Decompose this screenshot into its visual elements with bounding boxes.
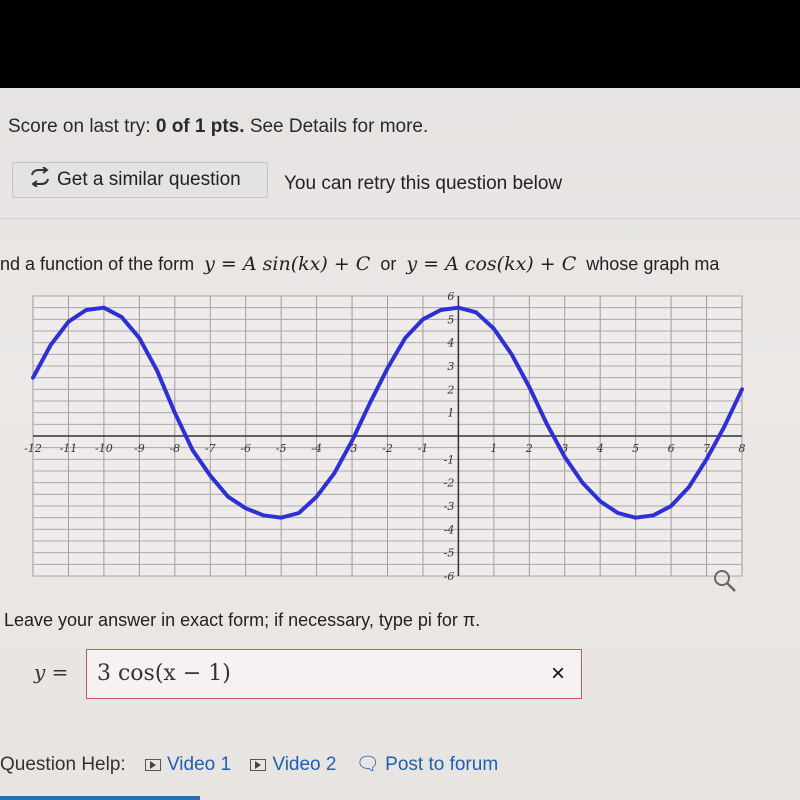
x-tick-label: -8: [169, 442, 181, 455]
forum-link[interactable]: [356, 754, 498, 775]
prompt-or: or: [380, 254, 397, 274]
video-1-link[interactable]: [145, 754, 231, 775]
x-tick-label: -12: [24, 442, 42, 455]
y-tick-label: 4: [447, 336, 455, 350]
answer-value: 3 cos(x − 1): [97, 661, 231, 686]
x-tick-label: -10: [95, 442, 113, 455]
video-2-link[interactable]: [250, 754, 336, 775]
question-help: [0, 752, 498, 776]
question-page: [0, 88, 800, 800]
x-tick-label: 7: [703, 442, 711, 455]
question-prompt: [0, 253, 719, 275]
y-tick-label: 5: [447, 313, 455, 327]
x-tick-label: 3: [561, 442, 569, 455]
x-tick-label: -4: [311, 442, 322, 455]
divider: [0, 218, 800, 219]
score-line: [8, 116, 428, 138]
x-tick-label: 4: [596, 442, 604, 455]
prompt-end: whose graph ma: [586, 254, 720, 274]
x-tick-label: 6: [667, 442, 675, 455]
similar-question-label: Get a similar question: [57, 169, 241, 190]
x-tick-label: -2: [382, 442, 393, 455]
speech-bubble-icon: 🗨︎: [355, 754, 380, 775]
video-icon: [145, 759, 161, 771]
x-tick-label: -6: [240, 442, 252, 455]
x-tick-label: -1: [417, 442, 429, 455]
forum-label: Post to forum: [385, 754, 499, 775]
help-label: Question Help:: [0, 754, 126, 775]
score-prefix: Score on last try:: [8, 116, 151, 137]
x-tick-label: -9: [133, 442, 145, 455]
answer-input[interactable]: [86, 649, 582, 699]
y-tick-label: 2: [447, 383, 455, 397]
x-tick-label: -11: [59, 442, 78, 455]
video-1-label: Video 1: [166, 754, 232, 775]
retry-text: You can retry this question below: [284, 173, 563, 194]
score-value: 0 of 1 pts.: [155, 116, 245, 137]
y-tick-label: -3: [443, 500, 455, 513]
x-tick-label: 8: [738, 442, 746, 455]
y-tick-label: 3: [447, 360, 455, 373]
magnify-icon[interactable]: [712, 568, 738, 599]
graph: [0, 286, 800, 596]
video-icon: [250, 759, 266, 771]
y-tick-label: -1: [443, 453, 455, 467]
video-2-label: Video 2: [272, 754, 337, 775]
refresh-icon: [29, 167, 51, 193]
y-tick-label: -5: [443, 546, 455, 560]
y-tick-label: -4: [443, 523, 455, 537]
x-tick-label: 2: [525, 442, 533, 455]
instructions: Leave your answer in exact form; if necessary, type pi for π.: [4, 610, 481, 630]
x-tick-label: 5: [632, 442, 640, 455]
cosine-form: y = A cos(kx) + C: [406, 253, 577, 275]
x-tick-label: -7: [204, 442, 216, 455]
submit-bar[interactable]: [0, 796, 200, 800]
answer-label: y =: [34, 660, 69, 684]
graph-svg: [0, 286, 800, 596]
y-tick-label: -6: [443, 570, 455, 583]
y-tick-label: 6: [447, 290, 455, 303]
x-tick-label: 1: [490, 442, 498, 455]
sine-form: y = A sin(kx) + C: [204, 253, 371, 275]
y-tick-label: -2: [443, 476, 455, 490]
clear-icon[interactable]: ×: [550, 660, 565, 687]
x-tick-label: -5: [275, 442, 287, 455]
score-suffix: See Details for more.: [249, 116, 429, 137]
y-tick-label: 1: [447, 406, 455, 420]
prompt-start: nd a function of the form: [0, 254, 195, 274]
x-tick-label: -3: [346, 442, 358, 455]
similar-question-button[interactable]: [12, 162, 268, 198]
